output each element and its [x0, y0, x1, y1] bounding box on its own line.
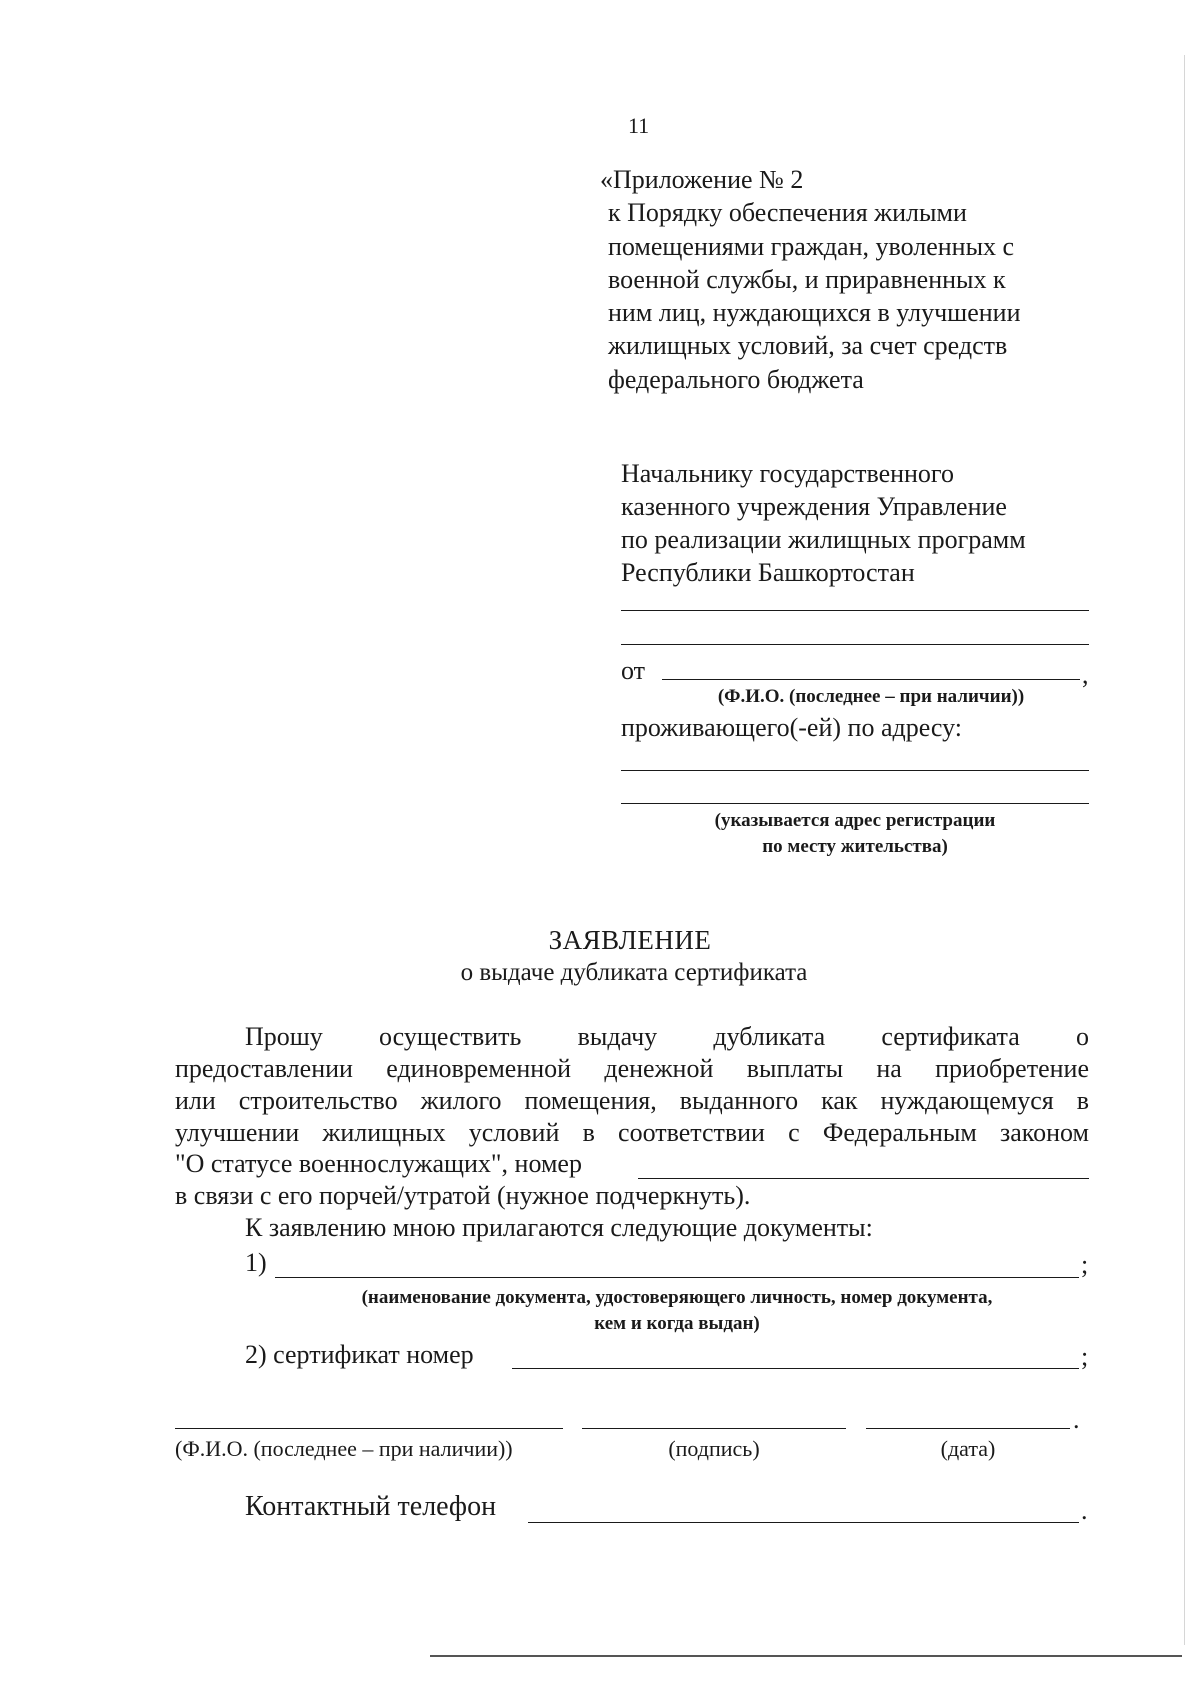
addressee-name-field-1[interactable] — [621, 610, 1089, 611]
address-field-1[interactable] — [621, 770, 1089, 771]
appendix-line: военной службы, и приравненных к — [608, 264, 1006, 294]
document-title: ЗАЯВЛЕНИЕ — [548, 925, 712, 955]
address-field-2[interactable] — [621, 803, 1089, 804]
appendix-line: ним лиц, нуждающихся в улучшении — [608, 298, 1021, 328]
attachment-item-2-label: 2) сертификат номер — [245, 1340, 474, 1369]
appendix-line: к Порядку обеспечения жилыми — [608, 198, 967, 228]
addressee-line: казенного учреждения Управление — [621, 492, 1007, 521]
from-comma: , — [1082, 660, 1089, 689]
identity-document-field[interactable] — [275, 1277, 1079, 1278]
appendix-title: «Приложение № 2 — [600, 165, 804, 194]
body-line: предоставлении единовременной денежной выплаты на приобретение — [175, 1054, 1089, 1083]
signature-field[interactable] — [582, 1428, 846, 1429]
identity-document-hint: кем и когда выдан) — [594, 1313, 760, 1334]
attachment-item-1-label: 1) — [245, 1248, 267, 1277]
item2-semicolon: ; — [1081, 1342, 1089, 1371]
addressee-name-field-2[interactable] — [621, 644, 1089, 645]
addressee-line: по реализации жилищных программ — [621, 525, 1026, 554]
signature-fio-label: (Ф.И.О. (последнее – при наличии)) — [175, 1436, 513, 1461]
address-hint: по месту жительства) — [762, 836, 948, 857]
certificate-number-field[interactable] — [638, 1178, 1089, 1179]
page-bottom-rule — [430, 1655, 1182, 1657]
signature-date-field[interactable] — [866, 1428, 1070, 1429]
signature-fio-field[interactable] — [175, 1428, 563, 1429]
addressee-block — [621, 457, 1026, 589]
fio-hint: (Ф.И.О. (последнее – при наличии)) — [717, 686, 1025, 707]
signature-end-dot: . — [1073, 1405, 1080, 1434]
addressee-line: Республики Башкортостан — [621, 558, 915, 587]
identity-document-hint: (наименование документа, удостоверяющего личность, номер документа, — [361, 1287, 993, 1308]
body-line: Прошу осуществить выдачу дубликата сертификата о — [245, 1022, 1089, 1051]
contact-end-dot: . — [1081, 1496, 1088, 1525]
document-subtitle: о выдаче дубликата сертификата — [460, 959, 808, 986]
from-label: от — [621, 656, 646, 685]
appendix-line: помещениями граждан, уволенных с — [608, 231, 1015, 261]
item1-semicolon: ; — [1081, 1250, 1089, 1279]
scan-edge-line — [1184, 55, 1185, 1645]
residing-label: проживающего(-ей) по адресу: — [621, 713, 962, 742]
body-line: улучшении жилищных условий в соответствии с Федеральным законом — [175, 1118, 1089, 1147]
attachments-intro: К заявлению мною прилагаются следующие документы: — [245, 1213, 873, 1242]
page-number: 11 — [628, 113, 650, 138]
contact-phone-label: Контактный телефон — [245, 1491, 497, 1522]
address-hint: (указывается адрес регистрации — [714, 810, 996, 831]
body-line: или строительство жилого помещения, выданного как нуждающемуся в — [175, 1086, 1089, 1115]
signature-date-label: (дата) — [940, 1436, 996, 1461]
attachment-certificate-number-field[interactable] — [512, 1368, 1079, 1369]
applicant-name-field[interactable] — [662, 679, 1080, 680]
signature-sign-label: (подпись) — [668, 1436, 760, 1461]
appendix-line: жилищных условий, за счет средств — [608, 331, 1008, 361]
appendix-line: федерального бюджета — [608, 364, 864, 394]
certificate-number-label: "О статусе военнослужащих", номер — [175, 1149, 582, 1178]
reason-line: в связи с его порчей/утратой (нужное подчеркнуть). — [175, 1181, 751, 1210]
contact-phone-field[interactable] — [528, 1522, 1079, 1523]
appendix-block — [600, 163, 1021, 396]
application-body — [175, 1021, 1089, 1149]
addressee-line: Начальнику государственного — [621, 459, 954, 488]
